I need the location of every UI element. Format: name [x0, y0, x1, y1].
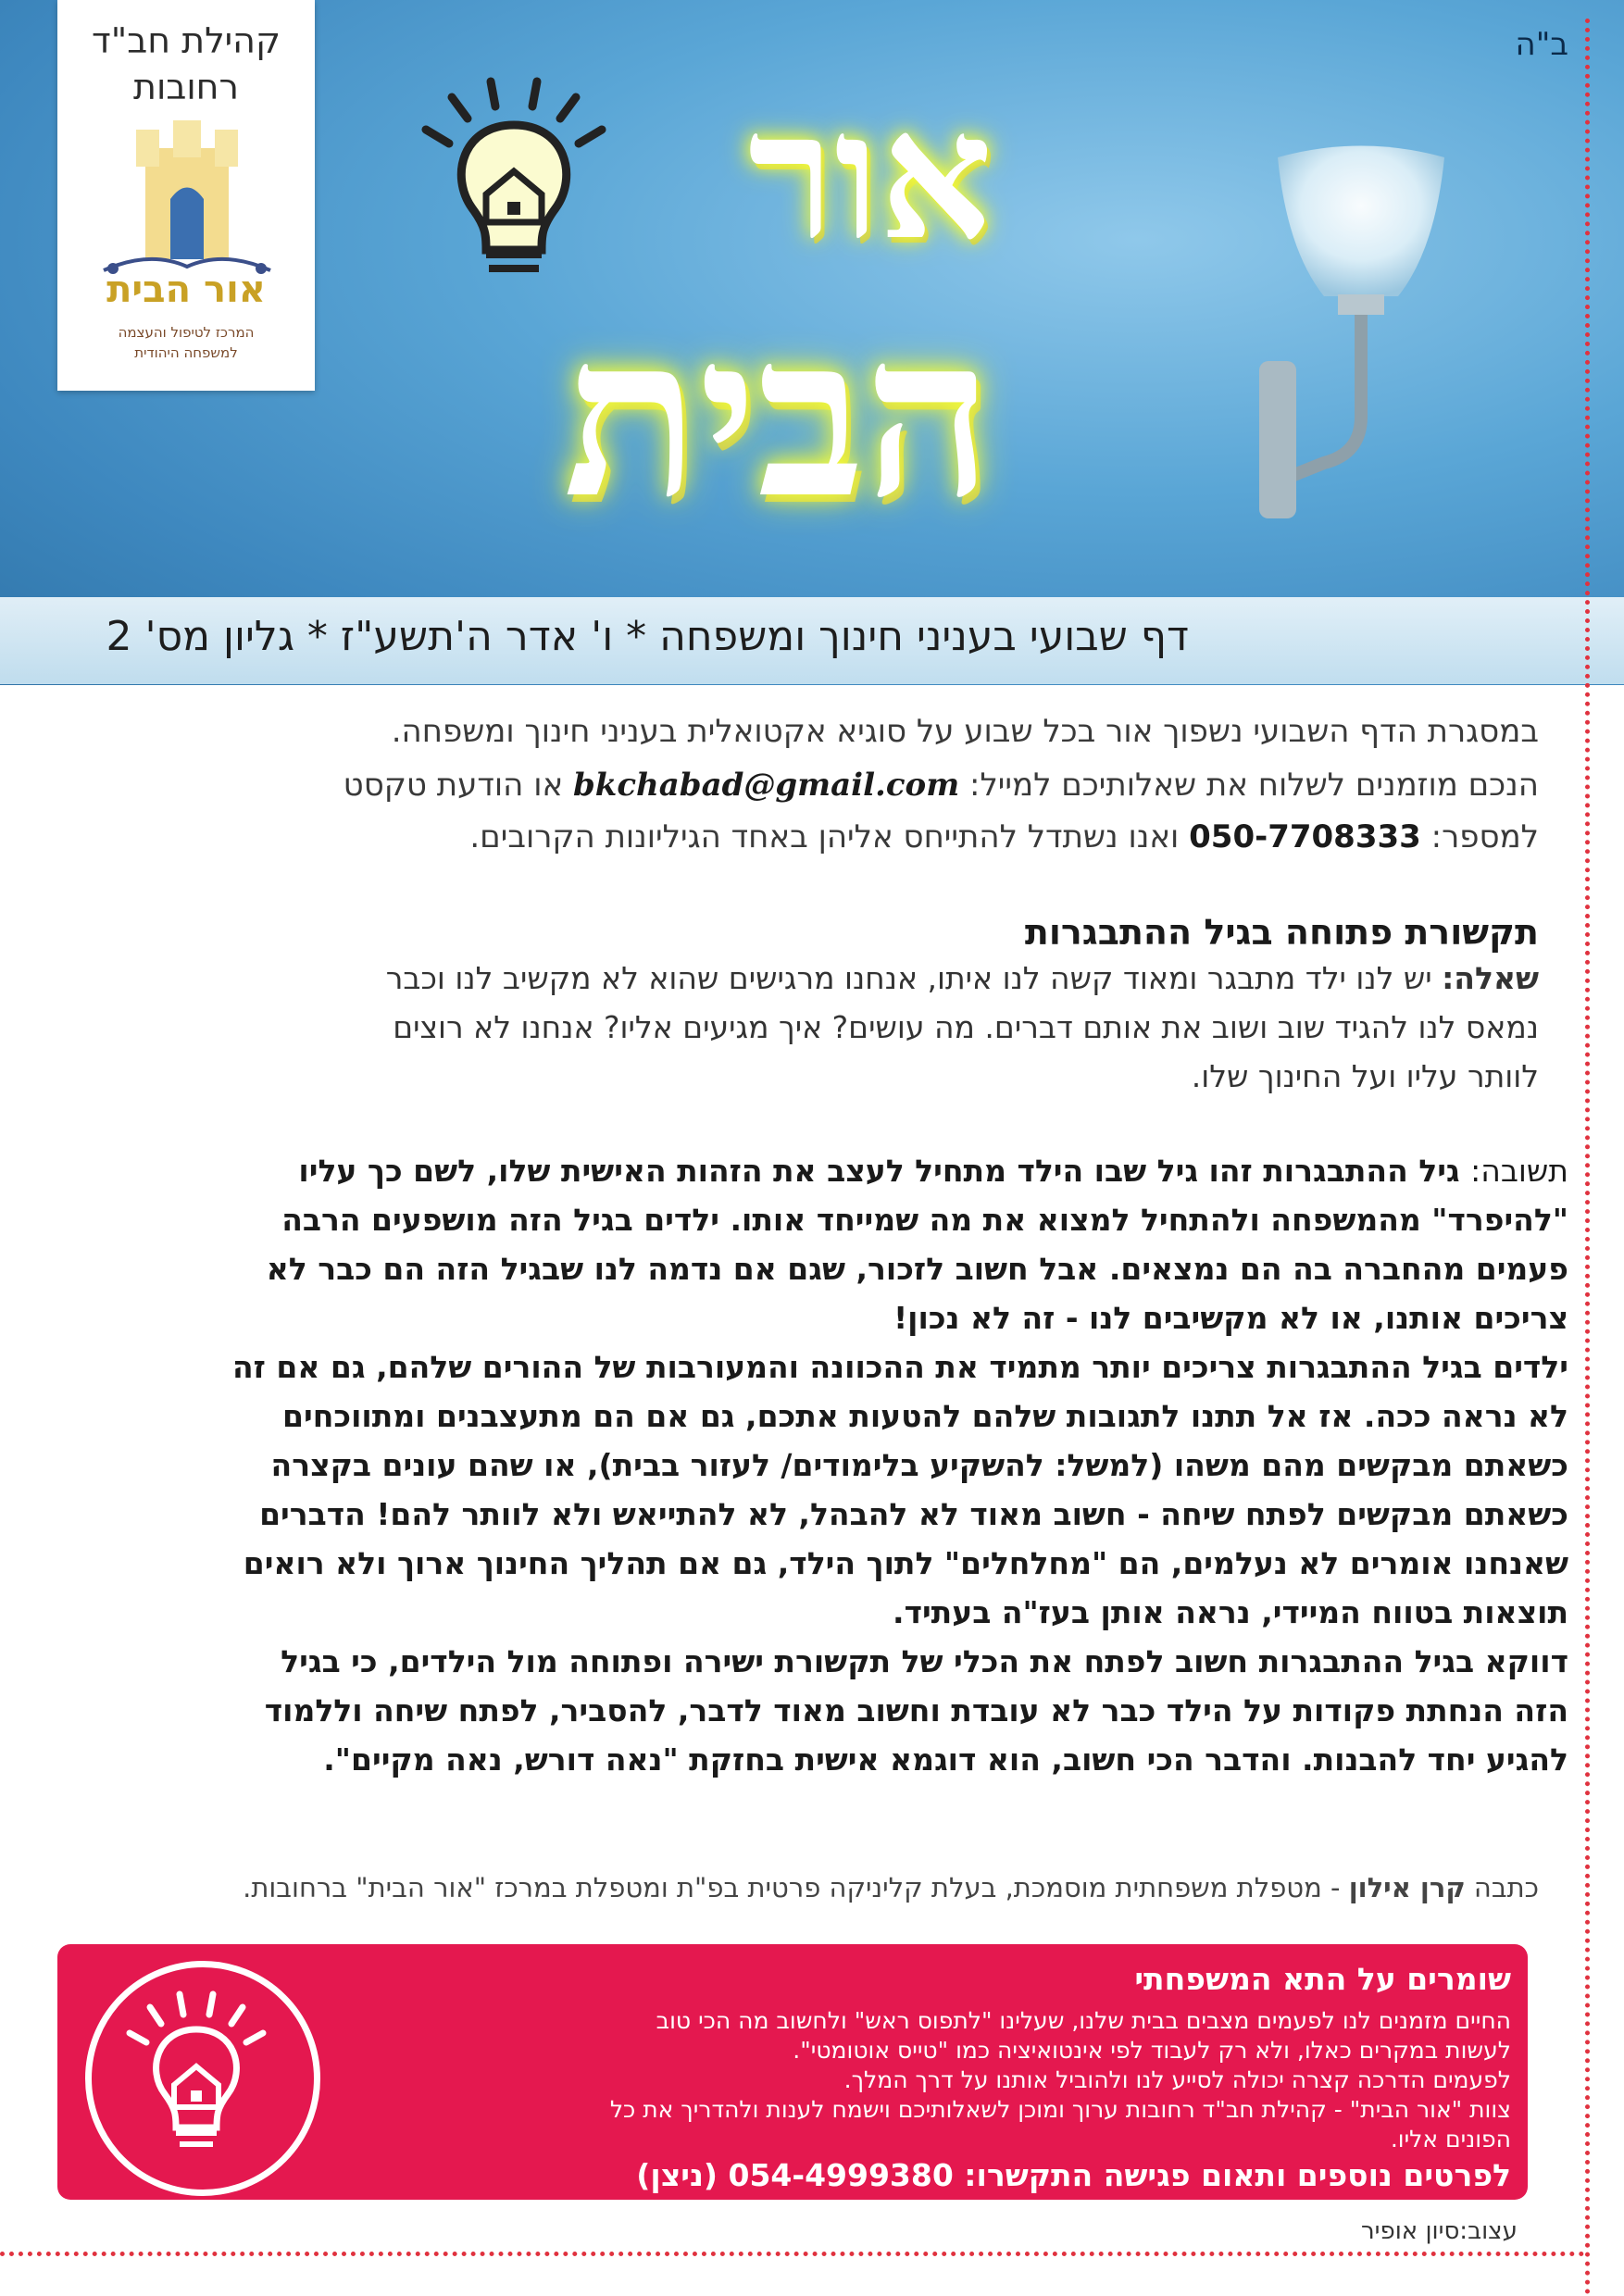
logo-subtitle-line2: למשפחה היהודית [134, 344, 238, 361]
box-text-line: לפעמים הדרכה קצרה יכולה לסייע לנו ולהוביל אותנו על דרך המלך. [843, 2066, 1511, 2093]
answer-text: גיל ההתבגרות זהו גיל שבו הילד מתחיל לעצב את הזהות האישית שלו, לשם כך עליו [298, 1153, 1460, 1189]
answer-line: דווקא בגיל ההתבגרות חשוב לפתח את הכלי של תקשורת ישירה ופתוחה מול הילדים, כי בגיל [281, 1643, 1568, 1679]
designer-credit: עצוב:סיון אופיר [1361, 2217, 1518, 2245]
article-title: תקשורת פתוחה בגיל ההתבגרות [1024, 912, 1539, 953]
lightbulb-house-icon [113, 1989, 280, 2155]
bh-mark: ב"ה [1515, 26, 1568, 63]
logo-name: אור הבית [106, 268, 266, 311]
box-text-line: הפונים אליו. [1390, 2126, 1511, 2152]
question-label: שאלה: [1442, 960, 1539, 996]
intro-line3-text-b: ואנו נשתדל להתייחס אליהן באחד הגיליונות הקרובים. [469, 818, 1180, 855]
answer-line: פעמים מהחברה בה הם נמצאים. אבל חשוב לזכור, שגם אם נדמה לנו שבגיל הזה הם כבר לא [266, 1251, 1568, 1287]
answer-line: שאנחנו אומרים לא נעלמים, הם "מחלחלים" לתוך הילד, גם אם תהליך החינוך ארוך ולא רואים [243, 1545, 1568, 1581]
intro-line2-text-a: הנכם מוזמנים לשלוח את שאלותיכם למייל: [969, 767, 1539, 804]
answer-line: תוצאות בטווח המיידי, נראה אותן בעז"ה בעתיד. [893, 1594, 1568, 1630]
intro-line3 [469, 818, 1539, 855]
intro-line2-text-b: או הודעת טקסט [343, 767, 564, 804]
answer-line: להגיע יחד להבנות. והדבר הכי חשוב, הוא דוגמא אישית בחזקת "נאה דורש, נאה מקיים". [323, 1741, 1568, 1778]
question-line [386, 960, 1539, 996]
box-text-line: לעשות במקרים כאלו, ולא רק לעבוד לפי אינטואיציה כמו "טייס אוטומטי". [793, 2037, 1511, 2064]
question-text: יש לנו ילד מתבגר ומאוד קשה לנו איתו, אנחנו מרגישים שהוא לא מקשיב לנו וכבר [385, 960, 1432, 996]
logo-org-line1: קהילת חב"ד [92, 20, 281, 61]
answer-line: הזה הנחתת פקודות על הילד כבר לא עובדת וחשוב מאוד לדבר, להסביר, לפתח שיחה וללמוד [264, 1692, 1568, 1728]
dotted-border-right [1585, 19, 1590, 2296]
box-title: שומרים על התא המשפחתי [1134, 1961, 1511, 1997]
logo-org-line2: רחובות [133, 67, 239, 107]
intro-line1: במסגרת הדף השבועי נשפוך אור בכל שבוע על סוגיא אקטואלית בעניני חינוך ומשפחה. [391, 713, 1539, 750]
question-line: לוותר עליו ועל החינוך שלו. [1191, 1058, 1539, 1094]
title-habayit: הבית [563, 286, 993, 547]
author-credit [243, 1872, 1539, 1903]
answer-line [298, 1153, 1568, 1189]
box-text-line: צוות "אור הבית" - קהילת חב"ד רחובות ערוך ומוכן לשאלותיכם וישמח לענות ולהדריך את כל [609, 2096, 1511, 2123]
dotted-border-bottom [0, 2252, 1585, 2256]
contact-email[interactable]: bkchabad@gmail.com [573, 767, 960, 804]
answer-line: "להיפרד" מהמשפחה ולהתחיל למצוא את מה שמייחד אותו. ילדים בגיל הזה מושפעים הרבה [281, 1202, 1568, 1238]
logo-subtitle-line1: המרכז לטיפול והעצמה [118, 324, 255, 341]
question-line: נמאס לנו להגיד שוב ושוב את אותם דברים. מה עושים? איך מגיעים אליו? אנחנו לא רוצים [393, 1009, 1539, 1045]
author-name: קרן אילון [1348, 1872, 1466, 1903]
answer-line: ילדים בגיל ההתבגרות צריכים יותר מתמיד את ההכוונה והמעורבות של ההורים שלהם, גם אם זה [232, 1349, 1568, 1385]
issue-subtitle: דף שבועי בעניני חינוך ומשפחה * ו' אדר ה'תשע"ז * גליון מס' 2 [106, 613, 1189, 660]
wall-lamp-icon [1222, 139, 1500, 528]
intro-line2 [344, 767, 1539, 804]
box-text-line: החיים מזמנים לנו לפעמים מצבים בבית שלנו, שעלינו "לתפוס ראש" ולחשוב מה הכי טוב [656, 2007, 1511, 2034]
title-or: אור [748, 72, 993, 279]
contact-cta[interactable]: לפרטים נוספים ותאום פגישה התקשרו: 054-4999380 (ניצן) [636, 2157, 1511, 2193]
contact-phone[interactable]: 050-7708333 [1189, 818, 1421, 855]
answer-line: צריכים אותנו, או לא מקשיבים לנו - זה לא נכון! [893, 1300, 1568, 1336]
credit-description: - מטפלת משפחתית מוסמכת, בעלת קליניקה פרטית בפ"ת ומטפלת במרכז "אור הבית" ברחובות. [243, 1872, 1341, 1903]
answer-line: כשאתם מבקשים לפתח שיחה - חשוב מאוד לא להבהל, לא להתייאש ולא לוותר להם! הדברים [259, 1496, 1568, 1532]
answer-label: תשובה: [1470, 1153, 1568, 1189]
answer-line: כשאתם מבקשים מהם משהו (למשל: להשקיע בלימודים/ לעזור בבית), או שהם עונים בקצרה [270, 1447, 1568, 1483]
logo-box [57, 0, 315, 391]
intro-line3-text-a: למספר: [1430, 818, 1539, 855]
castle-logo-icon [94, 111, 280, 287]
answer-line: לא נראה ככה. אז אל תתנו לתגובות שלהם להטעות אתכם, גם אם הם מתעצבנים ומתווכחים [282, 1398, 1568, 1434]
lightbulb-house-icon [407, 74, 620, 287]
credit-prefix: כתבה [1473, 1872, 1539, 1903]
header-banner [0, 0, 1624, 685]
